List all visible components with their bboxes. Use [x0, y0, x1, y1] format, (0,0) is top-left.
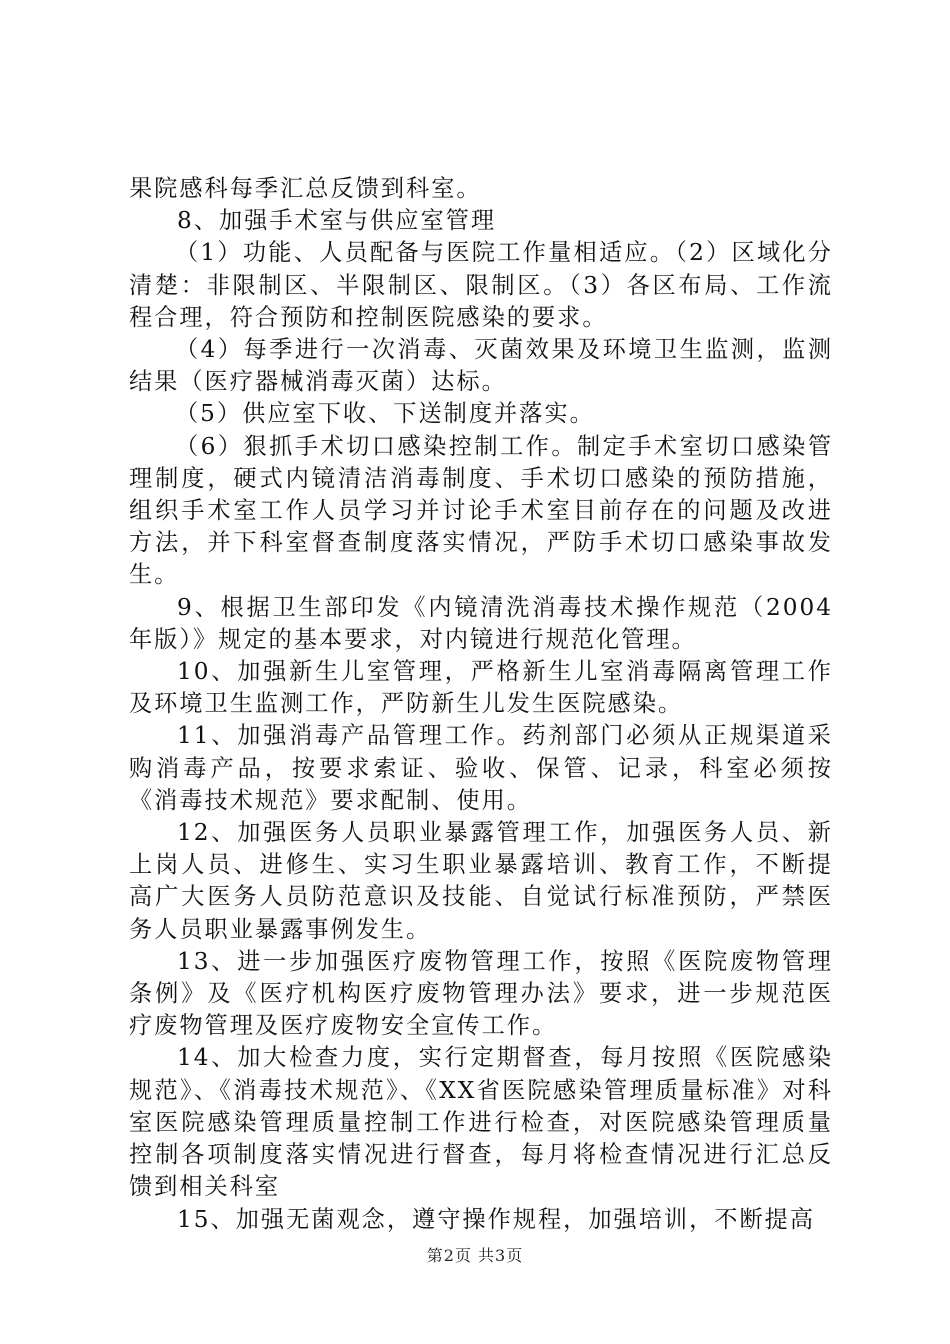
paragraph-13: 13、进一步加强医疗废物管理工作，按照《医院废物管理条例》及《医疗机构医疗废物管理办法》要求，进一步规范医疗废物管理及医疗废物安全宣传工作。	[129, 947, 833, 1040]
paragraph-14: 14、加大检查力度，实行定期督查，每月按照《医院感染规范》、《消毒技术规范》、《XX省医院感染管理质量标准》对科室医院感染管理质量控制工作进行检查，对医院感染管理质量控制各项制度落实情况进行督查，每月将检查情况进行汇总反馈到相关科室	[129, 1044, 833, 1201]
paragraph-continuation: 果院感科每季汇总反馈到科室。	[129, 175, 482, 202]
page-number-footer: 第2页 共3页	[426, 1246, 524, 1265]
document-body	[129, 173, 833, 1236]
paragraph-8-5: （5）供应室下收、下送制度并落实。	[175, 400, 595, 428]
paragraph-8-1-3: （1）功能、人员配备与医院工作量相适应。（2）区域化分清楚：非限制区、半限制区、限制区。（3）各区布局、工作流程合理，符合预防和控制医院感染的要求。	[129, 239, 833, 331]
paragraph-9: 9、根据卫生部印发《内镜清洗消毒技术操作规范（2004年版）》规定的基本要求，对内镜进行规范化管理。	[129, 593, 833, 653]
paragraph-11: 11、加强消毒产品管理工作。药剂部门必须从正规渠道采购消毒产品，按要求索证、验收、保管、记录，科室必须按《消毒技术规范》要求配制、使用。	[129, 722, 833, 814]
section-heading-8: 8、加强手术室与供应室管理	[177, 207, 497, 235]
paragraph-8-6: （6）狠抓手术切口感染控制工作。制定手术室切口感染管理制度，硬式内镜清洁消毒制度、手术切口感染的预防措施，组织手术室工作人员学习并讨论手术室目前存在的问题及改进方法，并下科室督查制度落实情况，严防手术切口感染事故发生。	[129, 432, 833, 589]
paragraph-15: 15、加强无菌观念，遵守操作规程，加强培训，不断提高	[177, 1205, 816, 1233]
paragraph-8-4: （4）每季进行一次消毒、灭菌效果及环境卫生监测，监测结果（医疗器械消毒灭菌）达标。	[129, 336, 833, 396]
paragraph-12: 12、加强医务人员职业暴露管理工作，加强医务人员、新上岗人员、进修生、实习生职业暴露培训、教育工作，不断提高广大医务人员防范意识及技能、自觉试行标准预防，严禁医务人员职业暴露事例发生。	[129, 819, 833, 943]
paragraph-10: 10、加强新生儿室管理，严格新生儿室消毒隔离管理工作及环境卫生监测工作，严防新生儿发生医院感染。	[129, 658, 833, 718]
